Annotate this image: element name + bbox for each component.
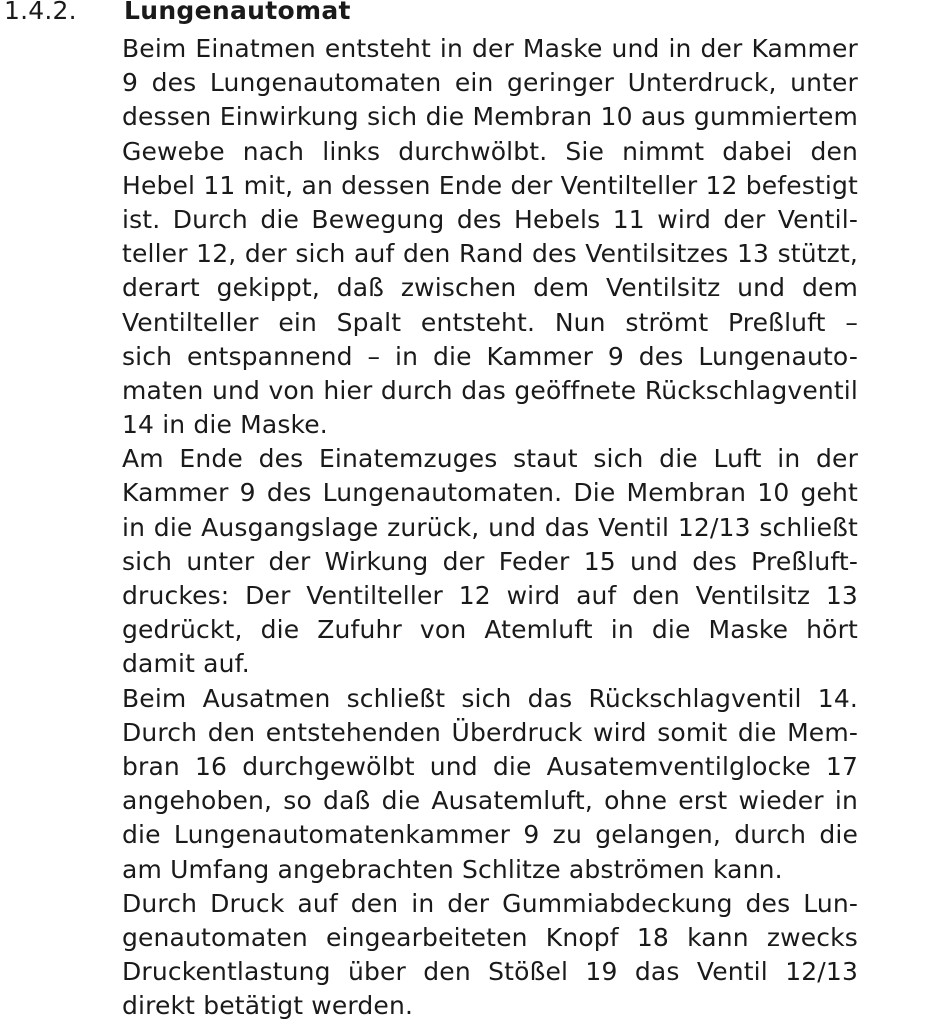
text-line: sich unter der Wirkung der Feder 15 und des Preßluft-	[122, 546, 858, 576]
text-line: Gewebe nach links durchwölbt. Sie nimmt dabei den	[122, 136, 858, 166]
body-text	[122, 32, 858, 1023]
text-line: Durch Druck auf den in der Gummiabdeckung des Lun-	[122, 888, 858, 918]
text-line: ist. Durch die Bewegung des Hebels 11 wird der Ventil-	[122, 204, 858, 234]
text-line: Hebel 11 mit, an dessen Ende der Ventilteller 12 befestigt	[122, 170, 858, 200]
text-line: Am Ende des Einatemzuges staut sich die Luft in der	[122, 444, 858, 474]
text-line: dessen Einwirkung sich die Membran 10 aus gummiertem	[122, 102, 858, 132]
text-line: teller 12, der sich auf den Rand des Ventilsitzes 13 stützt,	[122, 239, 858, 269]
text-line: sich entspannend – in die Kammer 9 des Lungenauto-	[122, 341, 858, 371]
section-number: 1.4.2.	[4, 0, 77, 25]
text-line: Kammer 9 des Lungenautomaten. Die Membran 10 geht	[122, 478, 858, 508]
text-line: Ventilteller ein Spalt entsteht. Nun strömt Preßluft –	[122, 307, 858, 337]
section-title: Lungenautomat	[124, 0, 351, 25]
text-line: derart gekippt, daß zwischen dem Ventilsitz und dem	[122, 273, 858, 303]
text-line: am Umfang angebrachten Schlitze abströmen kann.	[122, 854, 783, 884]
text-line: 9 des Lungenautomaten ein geringer Unterdruck, unter	[122, 68, 858, 98]
text-line: druckes: Der Ventilteller 12 wird auf den Ventilsitz 13	[122, 581, 858, 610]
text-line: Druckentlastung über den Stößel 19 das Ventil 12/13	[122, 957, 858, 987]
text-line: direkt betätigt werden.	[122, 991, 414, 1021]
text-line: angehoben, so daß die Ausatemluft, ohne erst wieder in	[122, 786, 858, 816]
text-line: in die Ausgangslage zurück, und das Ventil 12/13 schließt	[122, 512, 858, 542]
text-line: damit auf.	[122, 649, 250, 679]
text-line: maten und von hier durch das geöffnete Rückschlagventil	[122, 375, 858, 405]
text-line: die Lungenautomatenkammer 9 zu gelangen, durch die	[122, 820, 858, 850]
text-line: gedrückt, die Zufuhr von Atemluft in die Maske hört	[122, 615, 858, 645]
text-line: Durch den entstehenden Überdruck wird somit die Mem-	[122, 717, 858, 747]
text-line: Beim Einatmen entsteht in der Maske und in der Kammer	[122, 34, 858, 63]
text-line: bran 16 durchgewölbt und die Ausatemventilglocke 17	[122, 751, 858, 781]
text-line: genautomaten eingearbeiteten Knopf 18 kann zwecks	[122, 922, 858, 952]
text-line: 14 in die Maske.	[122, 410, 328, 440]
text-line: Beim Ausatmen schließt sich das Rückschlagventil 14.	[122, 683, 858, 713]
